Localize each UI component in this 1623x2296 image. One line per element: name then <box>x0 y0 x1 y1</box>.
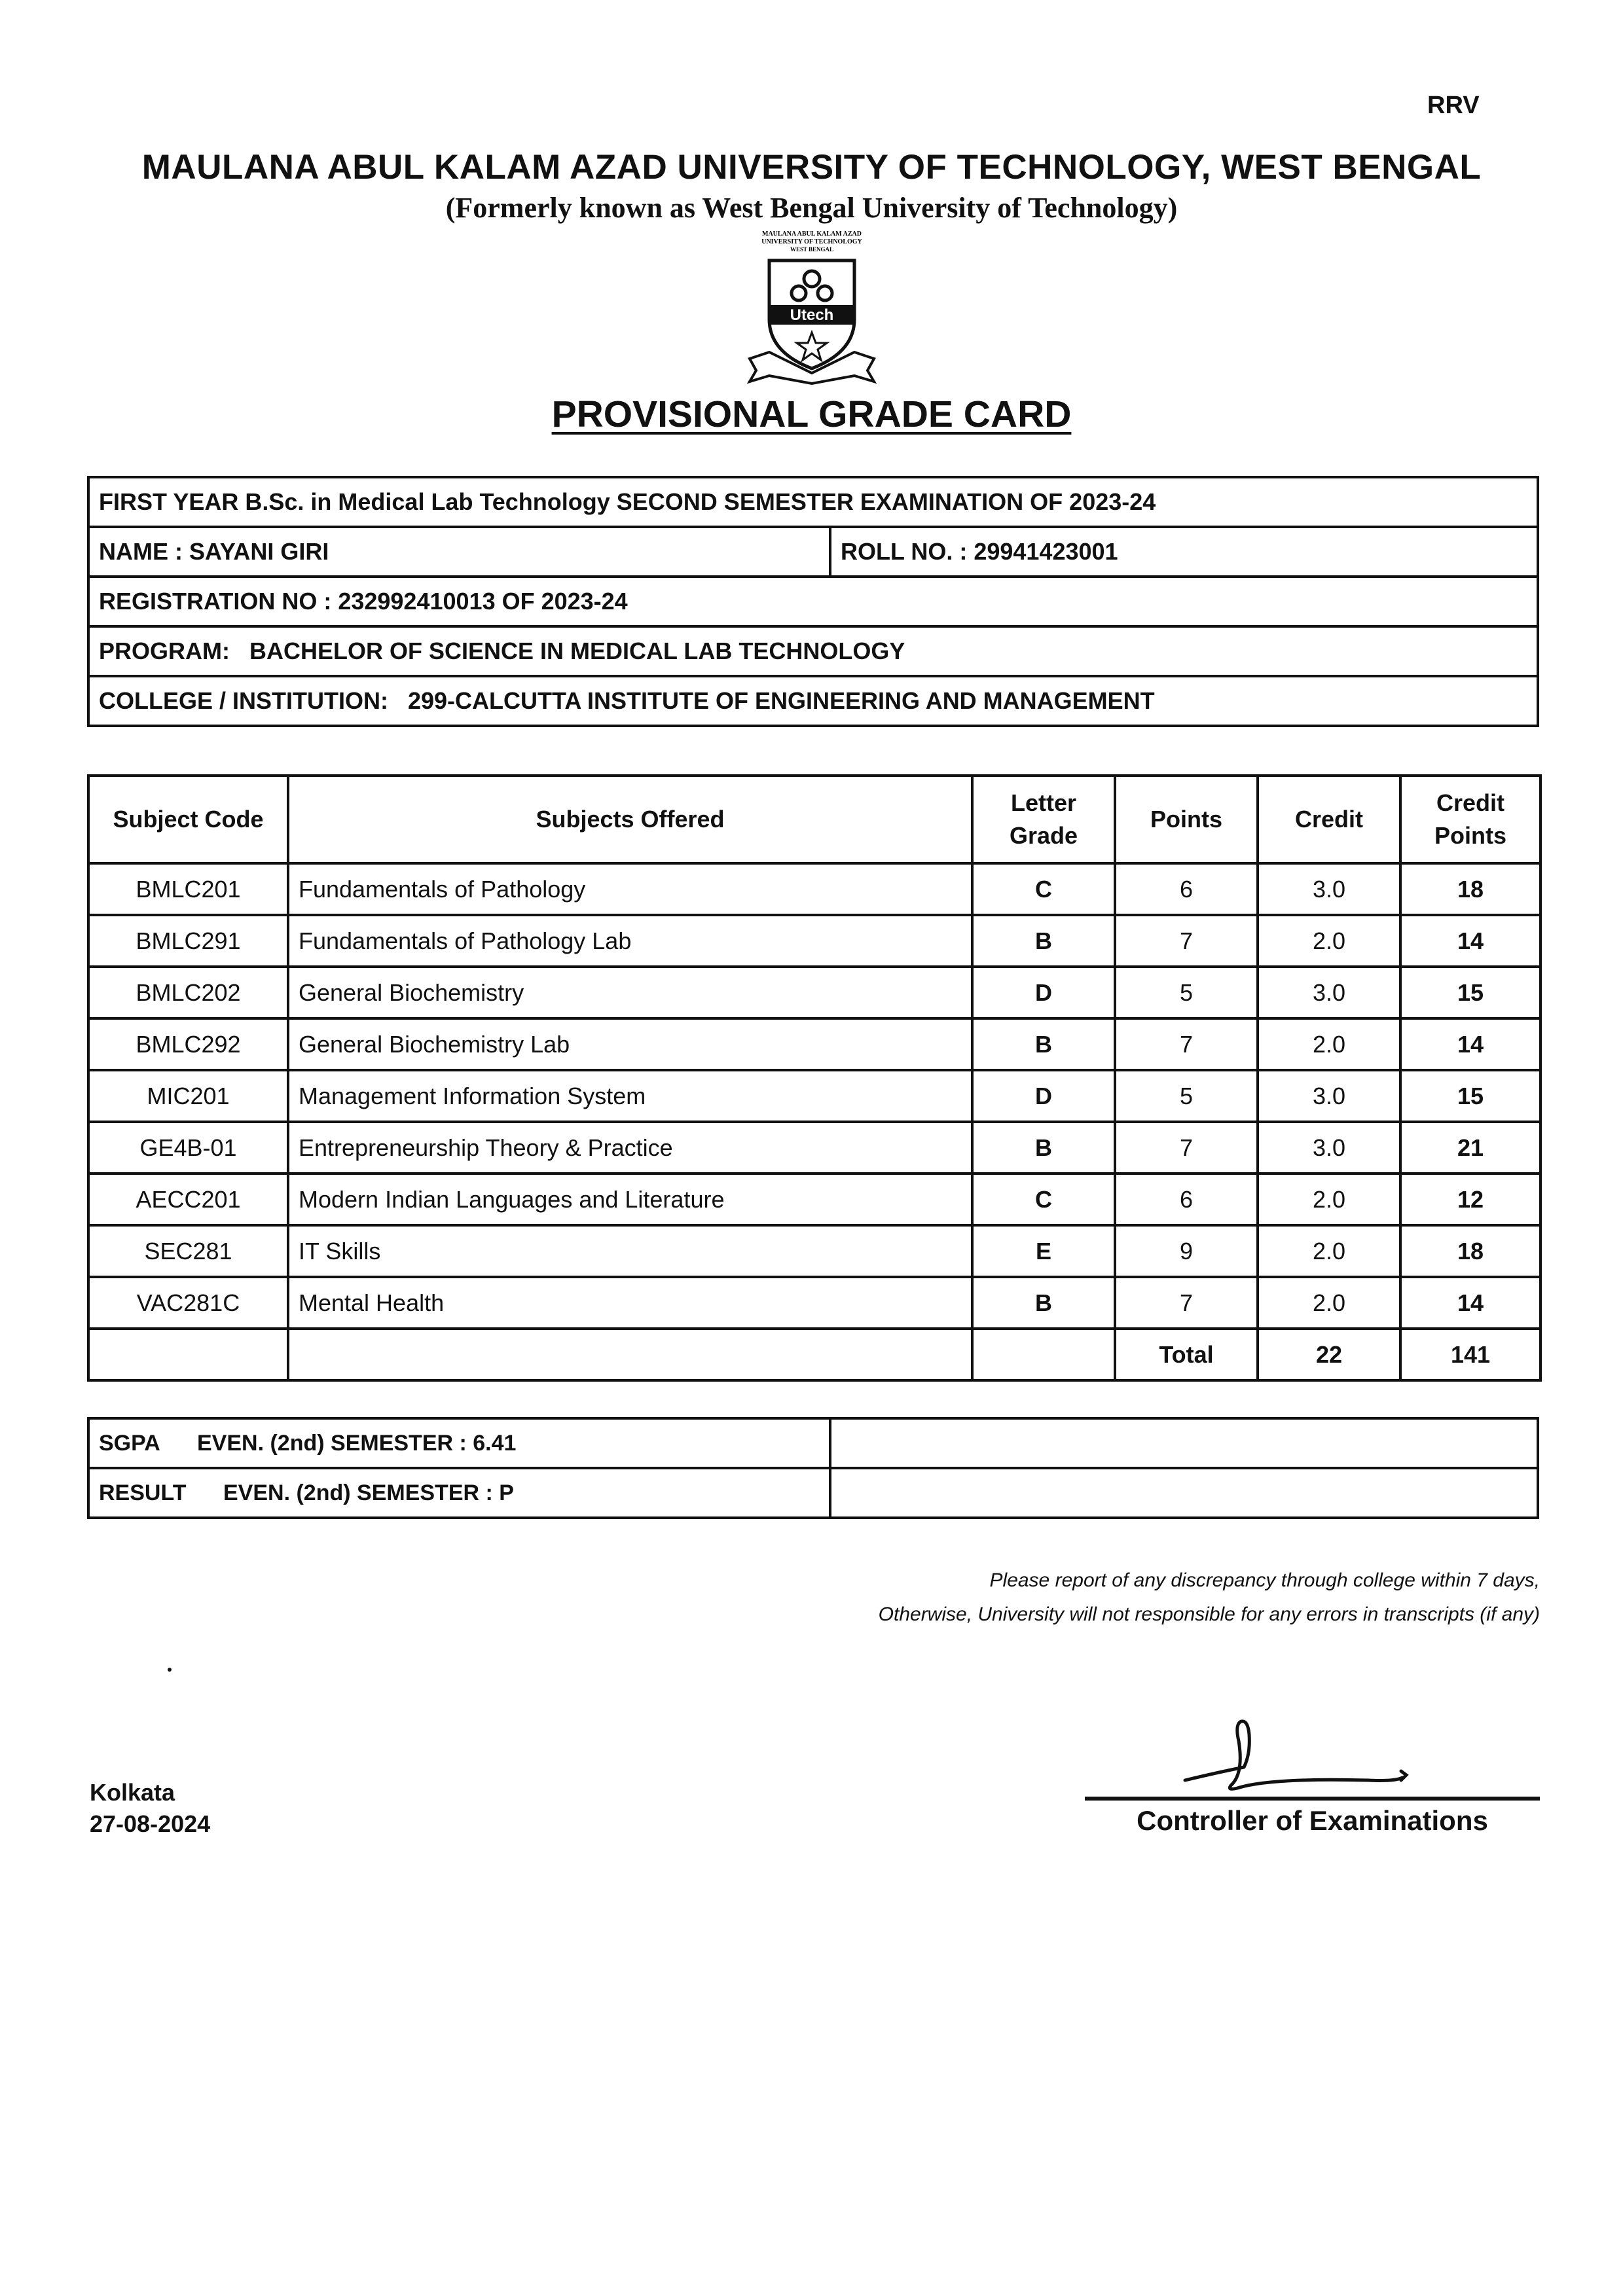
university-name: MAULANA ABUL KALAM AZAD UNIVERSITY OF TECHNOLOGY, WEST BENGAL <box>141 148 1482 187</box>
page-title: PROVISIONAL GRADE CARD <box>551 393 1072 435</box>
empty-cell <box>972 1329 1115 1380</box>
subject-code: BMLC201 <box>88 863 288 915</box>
header-subjects-offered: Subjects Offered <box>288 776 972 863</box>
credit-points: 18 <box>1400 1225 1541 1277</box>
subject-name: Mental Health <box>288 1277 972 1329</box>
credit: 3.0 <box>1258 967 1400 1018</box>
table-row <box>88 967 1541 1018</box>
table-header-row <box>88 776 1541 863</box>
logo-text-1: MAULANA ABUL KALAM AZAD <box>762 230 862 238</box>
logo-text-2: UNIVERSITY OF TECHNOLOGY <box>761 238 862 245</box>
place-date <box>90 1777 210 1840</box>
credit: 3.0 <box>1258 863 1400 915</box>
credit-points: 21 <box>1400 1122 1541 1174</box>
points: 6 <box>1115 1174 1258 1225</box>
exam-title: FIRST YEAR B.Sc. in Medical Lab Technology SECOND SEMESTER EXAMINATION OF 2023-24 <box>88 477 1538 527</box>
subject-code: SEC281 <box>88 1225 288 1277</box>
credit: 2.0 <box>1258 915 1400 967</box>
points: 6 <box>1115 863 1258 915</box>
letter-grade: B <box>972 1277 1115 1329</box>
subject-code: MIC201 <box>88 1070 288 1122</box>
letter-grade: B <box>972 1122 1115 1174</box>
college: COLLEGE / INSTITUTION: 299-CALCUTTA INSTITUTE OF ENGINEERING AND MANAGEMENT <box>88 676 1538 726</box>
total-credit: 22 <box>1258 1329 1400 1380</box>
empty-cell <box>830 1468 1538 1518</box>
student-name: NAME : SAYANI GIRI <box>88 527 830 577</box>
sgpa-value: EVEN. (2nd) SEMESTER : 6.41 <box>197 1430 517 1456</box>
subject-code: AECC201 <box>88 1174 288 1225</box>
header-credit-points: Credit Points <box>1400 776 1541 863</box>
credit: 2.0 <box>1258 1277 1400 1329</box>
university-logo <box>740 228 884 385</box>
credit: 3.0 <box>1258 1070 1400 1122</box>
points: 9 <box>1115 1225 1258 1277</box>
header-credit: Credit <box>1258 776 1400 863</box>
credit-points: 12 <box>1400 1174 1541 1225</box>
total-credit-points: 141 <box>1400 1329 1541 1380</box>
subject-name: Entrepreneurship Theory & Practice <box>288 1122 972 1174</box>
credit: 3.0 <box>1258 1122 1400 1174</box>
credit: 2.0 <box>1258 1225 1400 1277</box>
credit-points: 18 <box>1400 863 1541 915</box>
empty-cell <box>830 1418 1538 1468</box>
table-row <box>88 1277 1541 1329</box>
points: 7 <box>1115 1018 1258 1070</box>
credit-points: 14 <box>1400 915 1541 967</box>
letter-grade: B <box>972 1018 1115 1070</box>
table-row <box>88 1018 1541 1070</box>
subject-name: Modern Indian Languages and Literature <box>288 1174 972 1225</box>
controller-signature <box>1172 1715 1447 1800</box>
logo-text-3: WEST BENGAL <box>790 246 834 253</box>
liability-note: Otherwise, University will not responsible for any errors in transcripts (if any) <box>878 1604 1540 1625</box>
sgpa <box>88 1418 830 1468</box>
subject-name: Management Information System <box>288 1070 972 1122</box>
roll-number: ROLL NO. : 29941423001 <box>830 527 1538 577</box>
credit: 2.0 <box>1258 1018 1400 1070</box>
credit-points: 15 <box>1400 1070 1541 1122</box>
result-value: EVEN. (2nd) SEMESTER : P <box>223 1480 514 1505</box>
registration-number: REGISTRATION NO : 232992410013 OF 2023-24 <box>88 577 1538 626</box>
credit-points: 14 <box>1400 1018 1541 1070</box>
subject-name: IT Skills <box>288 1225 972 1277</box>
sgpa-label: SGPA <box>99 1430 160 1456</box>
table-row <box>88 863 1541 915</box>
table-row <box>88 1225 1541 1277</box>
points: 7 <box>1115 915 1258 967</box>
letter-grade: E <box>972 1225 1115 1277</box>
signature-line <box>1085 1797 1540 1801</box>
total-label: Total <box>1115 1329 1258 1380</box>
table-row <box>88 1070 1541 1122</box>
header-points: Points <box>1115 776 1258 863</box>
letter-grade: D <box>972 1070 1115 1122</box>
result <box>88 1468 830 1518</box>
signatory-title: Controller of Examinations <box>1137 1805 1488 1836</box>
former-name: (Formerly known as West Bengal University of Technology) <box>445 192 1178 224</box>
subject-code: VAC281C <box>88 1277 288 1329</box>
table-row <box>88 1122 1541 1174</box>
subject-code: BMLC291 <box>88 915 288 967</box>
total-row <box>88 1329 1541 1380</box>
letter-grade: C <box>972 863 1115 915</box>
table-row <box>88 1174 1541 1225</box>
result-box <box>87 1417 1539 1519</box>
letter-grade: B <box>972 915 1115 967</box>
subject-name: General Biochemistry Lab <box>288 1018 972 1070</box>
date: 27-08-2024 <box>90 1810 211 1837</box>
points: 5 <box>1115 967 1258 1018</box>
subject-code: GE4B-01 <box>88 1122 288 1174</box>
empty-cell <box>288 1329 972 1380</box>
points: 7 <box>1115 1122 1258 1174</box>
credit: 2.0 <box>1258 1174 1400 1225</box>
place: Kolkata <box>90 1779 175 1806</box>
empty-cell <box>88 1329 288 1380</box>
subject-code: BMLC202 <box>88 967 288 1018</box>
table-row <box>88 915 1541 967</box>
subject-name: Fundamentals of Pathology Lab <box>288 915 972 967</box>
discrepancy-note: Please report of any discrepancy through college within 7 days, <box>989 1570 1540 1591</box>
points: 7 <box>1115 1277 1258 1329</box>
subject-code: BMLC292 <box>88 1018 288 1070</box>
document-code: RRV <box>1427 92 1480 119</box>
stray-mark <box>168 1668 172 1672</box>
credit-points: 15 <box>1400 967 1541 1018</box>
points: 5 <box>1115 1070 1258 1122</box>
credit-points: 14 <box>1400 1277 1541 1329</box>
subject-name: Fundamentals of Pathology <box>288 863 972 915</box>
letter-grade: C <box>972 1174 1115 1225</box>
subject-name: General Biochemistry <box>288 967 972 1018</box>
header-subject-code: Subject Code <box>88 776 288 863</box>
header-letter-grade: Letter Grade <box>972 776 1115 863</box>
marks-table <box>87 774 1542 1382</box>
student-info-box <box>87 476 1539 727</box>
program: PROGRAM: BACHELOR OF SCIENCE IN MEDICAL LAB TECHNOLOGY <box>88 626 1538 676</box>
letter-grade: D <box>972 967 1115 1018</box>
logo-badge-text: Utech <box>790 306 834 324</box>
result-label: RESULT <box>99 1480 187 1505</box>
